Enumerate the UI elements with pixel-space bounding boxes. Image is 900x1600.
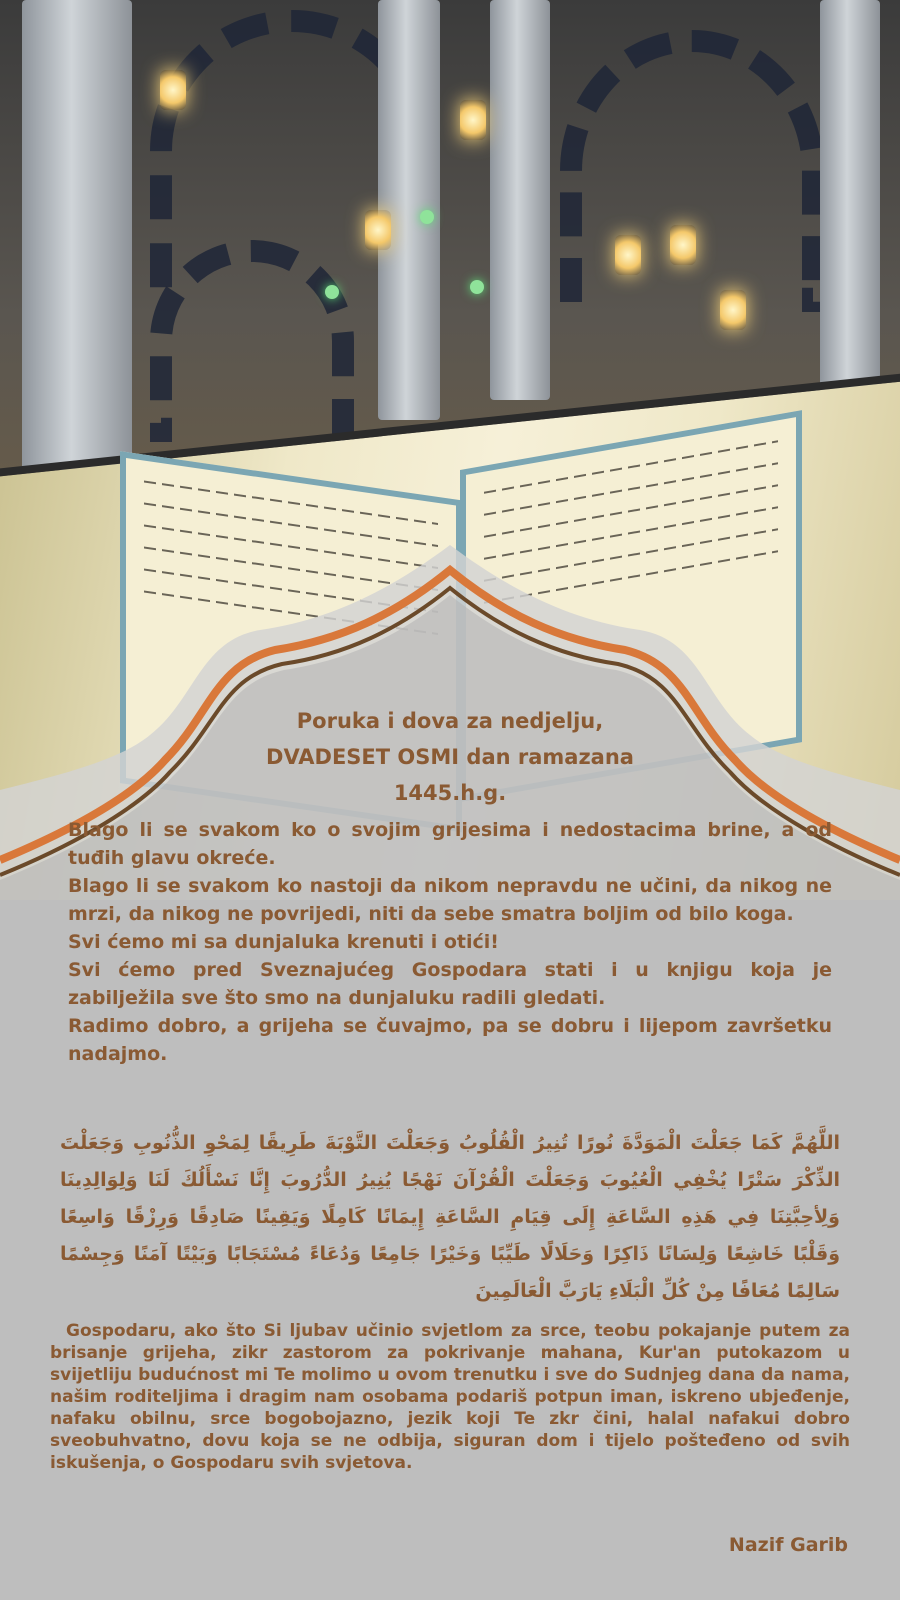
message-paragraph: Radimo dobro, a grijeha se čuvajmo, pa se dobru i lijepom završetku nadajmo. bbox=[68, 1015, 832, 1065]
message-paragraph: Svi ćemo mi sa dunjaluka krenuti i otići! bbox=[68, 931, 499, 953]
title-line-1: Poruka i dova za nedjelju, bbox=[296, 709, 604, 733]
message-block bbox=[68, 816, 832, 1068]
message-paragraph: Blago li se svakom ko o svojim grijesima i nedostacima brine, a od tuđih glavu okreće. bbox=[68, 819, 832, 869]
title-line-2: DVADESET OSMI dan ramazana bbox=[266, 745, 634, 769]
title-line-3: 1445.h.g. bbox=[393, 781, 507, 805]
message-paragraph: Blago li se svakom ko nastoji da nikom nepravdu ne učini, da nikog ne mrzi, da nikog ne povrijedi, niti da sebe smatra boljim od bilo koga. bbox=[68, 875, 832, 925]
prayer-translation: Gospodaru, ako što Si ljubav učinio svjetlom za srce, teobu pokajanje putem za brisanje grijeha, zikr zastorom za pokrivanje mahana, Kur'an putokazom u svijetliju budućnost mi Te molimo u ovom trenutku i sve do Sudnjeg dana da nama, našim roditeljima i dragim nam osobama podariš potpun iman, iskreno ubjeđenje, nafaku obilnu, srce bogobojazno, jezik koji Te zkr čini, halal nafakui dobro sveobuhvatno, dovu koja se ne odbija, siguran dom i tijelo pošteđeno od svih iskušenja, o Gospodaru svih svjetova. bbox=[50, 1321, 850, 1473]
message-paragraph: Svi ćemo pred Sveznajućeg Gospodara stati i u knjigu koja je zabilježila sve što smo na dunjaluku radili gledati. bbox=[68, 959, 832, 1009]
arabic-dua: اللَّهُمَّ كَمَا جَعَلْتَ الْمَوَدَّةَ نُورًا تُنِيرُ الْقُلُوبُ وَجَعَلْتَ التَّوْبَةَ طَرِيقًا لِمَحْوِ الذُّنُوبِ وَجَعَلْتَ الذِّكْرَ سَتْرًا يُخْفِي الْعُيُوبَ وَجَعَلْتَ الْقُرْآنَ نَهْجًا يُنِيرُ الدُّرُوبَ إِنَّا نَسْأَلُكَ لَنَا وَلِوَالِدِينَا وَلِأحِبَّتِنَا فِي هَذِهِ السَّاعَةِ إِلَى قِيَامِ السَّاعَةِ إِيمَانًا كَامِلًا وَيَقِينًا صَادِقًا وَرِزْقًا وَاسِعًا وَقَلْبًا خَاشِعًا وَلِسَانًا ذَاكِرًا وَحَلَالًا طَيِّبًا وَخَيْرًا جَامِعًا وَدُعَاءً مُسْتَجَابًا وَبَيْتًا آمَنًا وَجِسْمًا سَالِمًا مُعَافًا مِنْ كُلِّ الْبَلَاءِ يَارَبَّ الْعَالَمِينَ bbox=[60, 1132, 840, 1302]
author-signature: Nazif Garib bbox=[728, 1534, 848, 1556]
